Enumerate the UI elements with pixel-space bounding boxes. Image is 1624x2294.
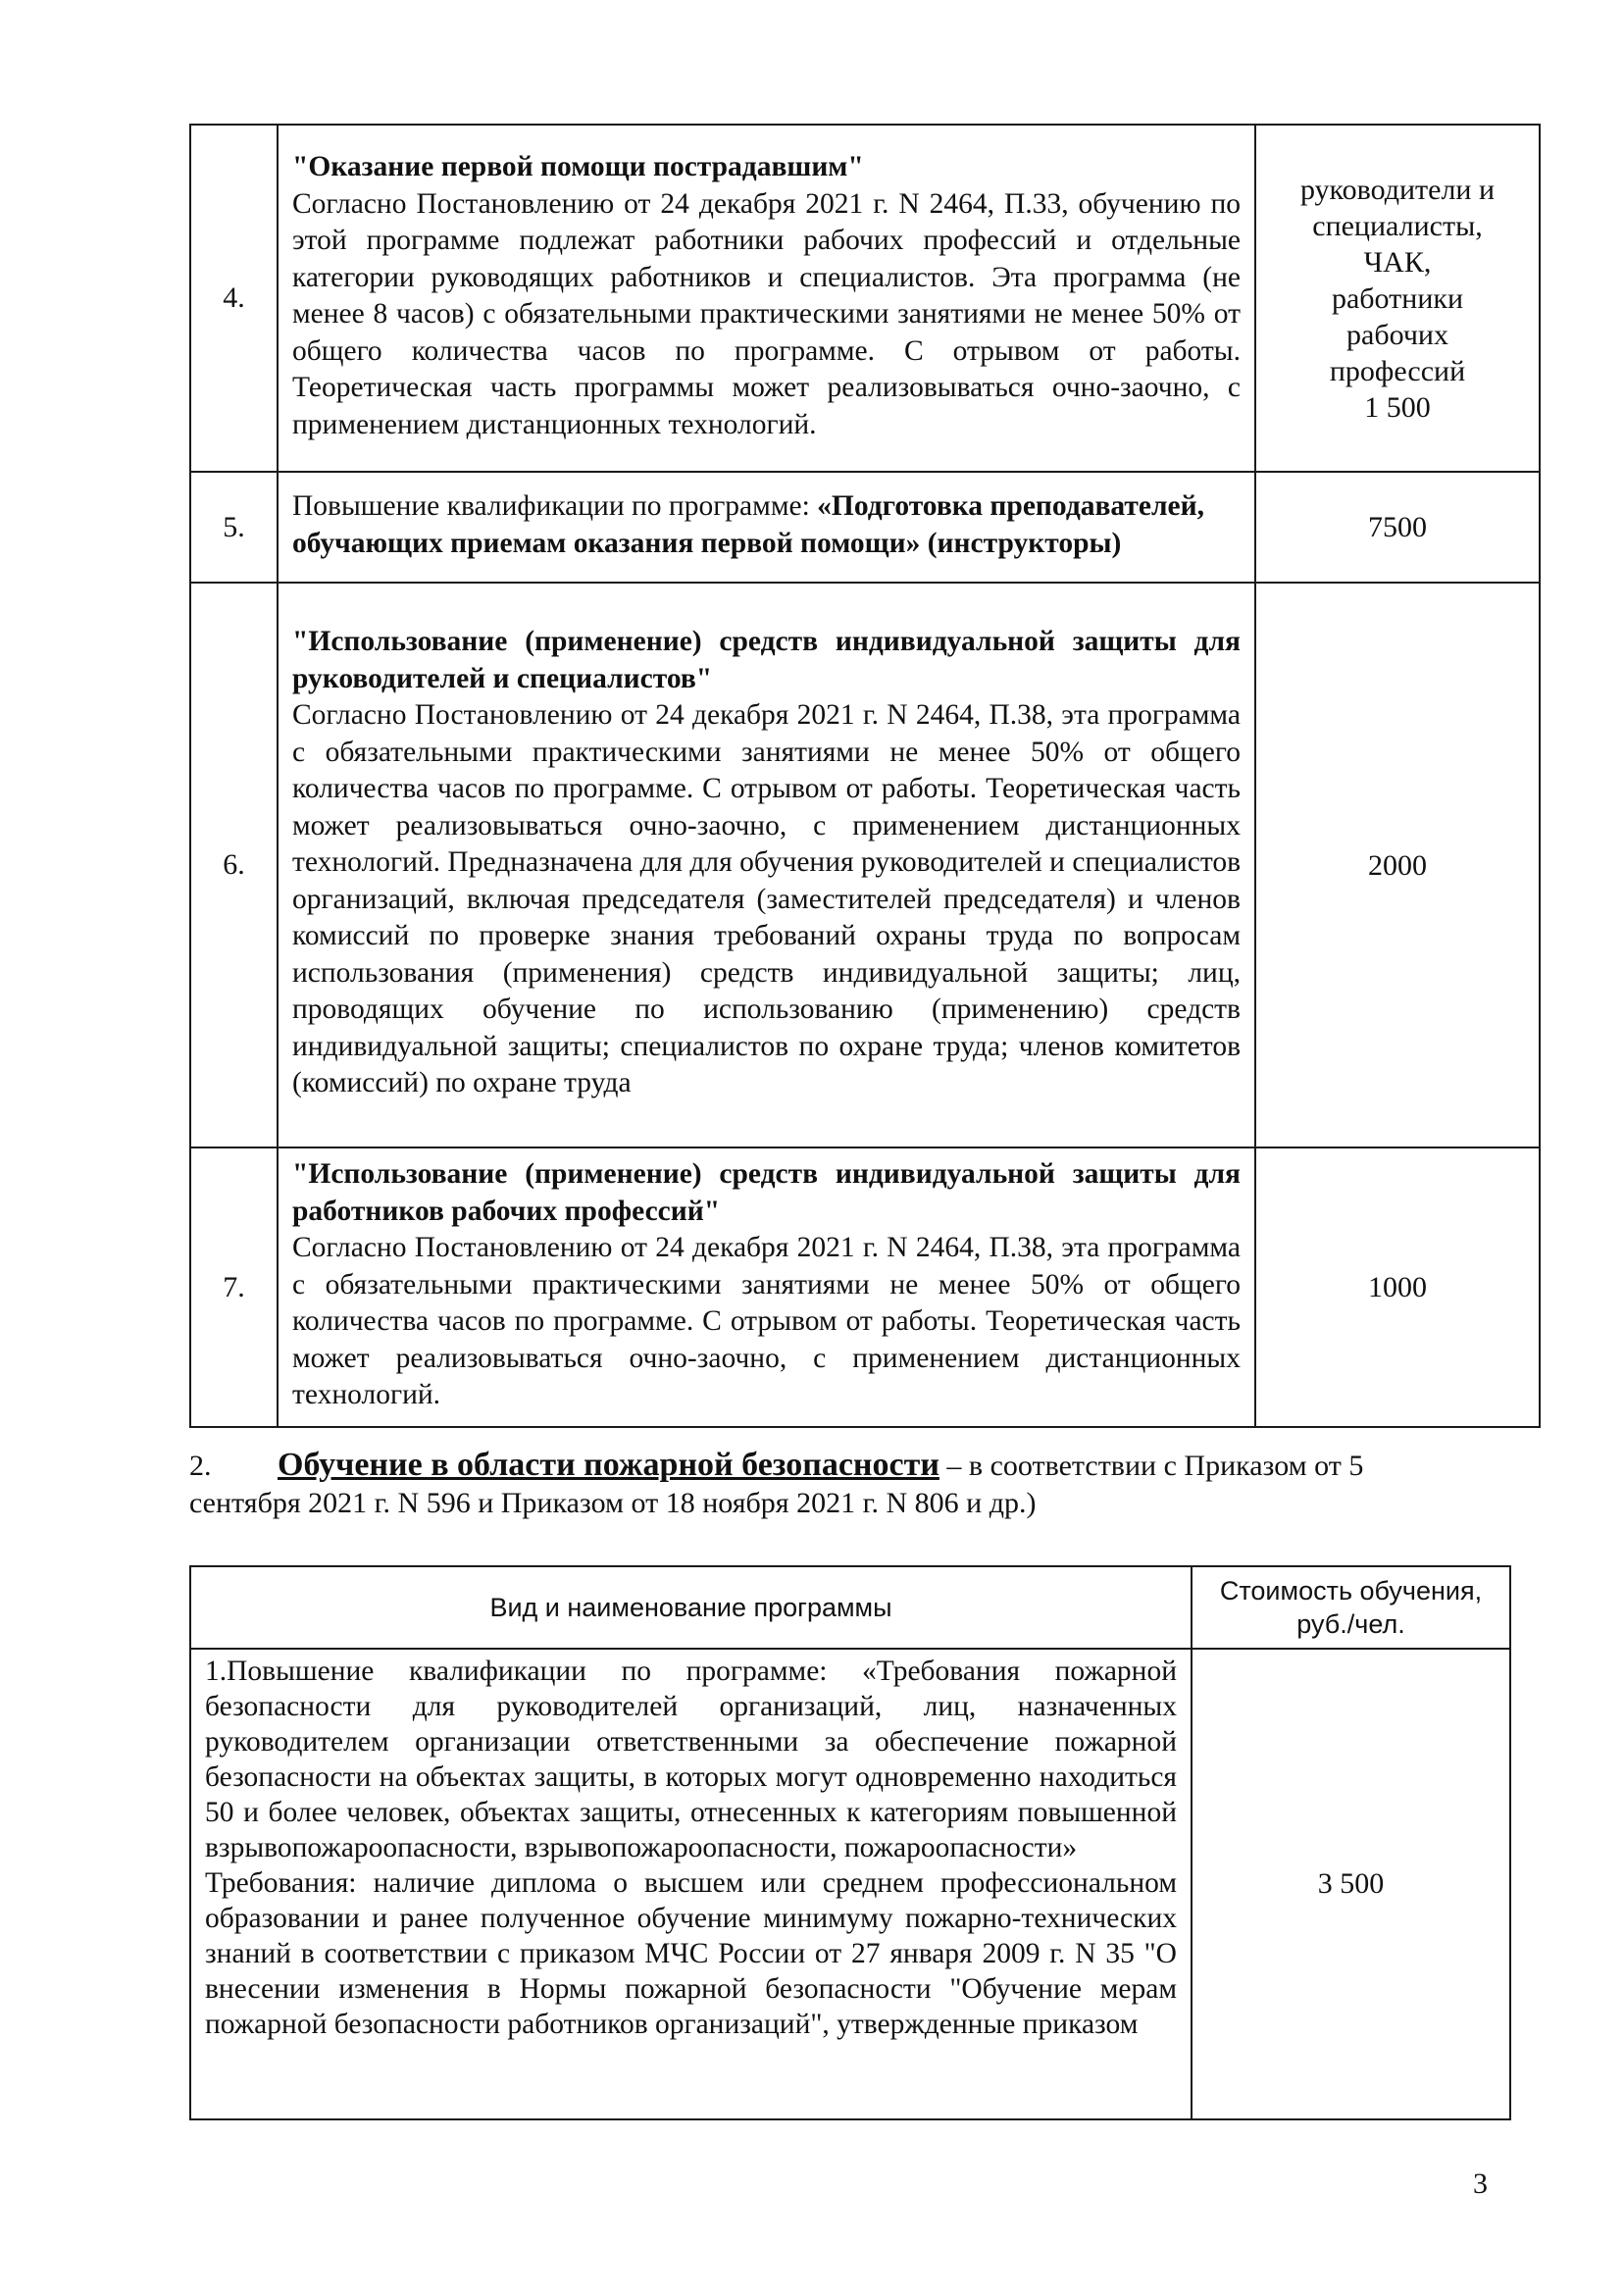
program-title: "Использование (применение) средств индивидуальной защиты для руководителей и специалистов" [292, 626, 1241, 694]
audience-line: рабочих [1346, 318, 1448, 351]
price: 1000 [1255, 1147, 1540, 1427]
table-row [190, 583, 1540, 1147]
table-row [190, 1649, 1510, 2119]
row-number: 7. [190, 1147, 278, 1427]
audience-cell [1255, 125, 1540, 472]
program-description [278, 472, 1255, 583]
section-subtitle: – в соответствии с Приказом от 5 сентября 2021 г. N 596 и Приказом от 18 ноября 2021 г. N 806 и др.) [189, 1450, 1364, 1519]
program-title: "Оказание первой помощи пострадавшим" [292, 151, 864, 182]
program-title: "Использование (применение) средств индивидуальной защиты для работников рабочих профессий" [292, 1158, 1241, 1227]
program-description [190, 1649, 1192, 2119]
audience-line: работники [1331, 281, 1464, 315]
audience-line: ЧАК, [1363, 245, 1432, 279]
program-body: Согласно Постановлению от 24 декабря 2021 г. N 2464, П.33, обучению по этой программе подлежат работники рабочих профессий и отдельные категории руководящих работников и специалистов. Эта программа (не менее 8 часов) с обязательными практическими занятиями не менее 50% от общего количества часов по программе. С отрывом от работы. Теоретическая часть программы может реализовываться очно-заочно, с применением дистанционных технологий. [292, 187, 1241, 440]
row-number: 5. [190, 472, 278, 583]
audience-line: профессий [1329, 354, 1466, 387]
table-row [190, 125, 1540, 472]
price: 1 500 [1364, 390, 1431, 424]
page-number: 3 [1473, 2167, 1488, 2200]
table-header-row [190, 1566, 1510, 1649]
price: 7500 [1255, 472, 1540, 583]
program-prefix: Повышение квалификации по программе: [292, 490, 818, 522]
program-body: Согласно Постановлению от 24 декабря 2021 г. N 2464, П.38, эта программа с обязательными практическими занятиями не менее 50% от общего количества часов по программе. С отрывом от работы. Теоретическая часть может реализовываться очно-заочно, с применением дистанционных технологий. [292, 1232, 1241, 1411]
fire-safety-programs-table [189, 1565, 1511, 2120]
row-number: 6. [190, 583, 278, 1147]
section-title: Обучение в области пожарной безопасности [278, 1447, 939, 1483]
program-text: 1.Повышение квалификации по программе: «Требования пожарной безопасности для руководителей организаций, лиц, назначенных руководителем организации ответственными за обеспечение пожарной безопасности на объектах защиты, в которых могут одновременно находиться 50 и более человек, объектах защиты, отнесенных к категориям повышенной взрывопожароопасности, взрывопожароопасности, пожароопасности» [205, 1656, 1177, 1863]
row-number: 4. [190, 125, 278, 472]
section-number: 2. [189, 1450, 212, 1482]
program-description [278, 125, 1255, 472]
price: 3 500 [1192, 1649, 1510, 2119]
table-row [190, 1147, 1540, 1427]
column-header-cost: Стоимость обучения, руб./чел. [1192, 1566, 1510, 1649]
audience-line: руководители и [1299, 173, 1496, 206]
training-programs-table [189, 124, 1541, 1428]
program-description [278, 583, 1255, 1147]
audience-line: специалисты, [1312, 209, 1483, 242]
program-title: «Подготовка преподавателей, обучающих приемам оказания первой помощи» (инструкторы) [292, 490, 1205, 559]
program-description [278, 1147, 1255, 1427]
program-requirements: Требования: наличие диплома о высшем или среднем профессиональном образовании и ранее полученное обучение минимуму пожарно-технических знаний в соответствии с приказом МЧС России от 27 января 2009 г. N 35 "О внесении изменения в Нормы пожарной безопасности "Обучение мерам пожарной безопасности работников организаций", утвержденные приказом [205, 1867, 1177, 2040]
section-heading [189, 1447, 1464, 1522]
price: 2000 [1255, 583, 1540, 1147]
program-body: Согласно Постановлению от 24 декабря 2021 г. N 2464, П.38, эта программа с обязательными практическими занятиями не менее 50% от общего количества часов по программе. С отрывом от работы. Теоретическая часть может реализовываться очно-заочно, с применением дистанционных технологий. Предназначена для для обучения руководителей и специалистов организаций, включая председателя (заместителей председателя) и членов комиссий по проверке знания требований охраны труда по вопросам использования (применения) средств индивидуальной защиты; лиц, проводящих обучение по использованию (применению) средств индивидуальной защиты; специалистов по охране труда; членов комитетов (комиссий) по охране труда [292, 699, 1241, 1099]
table-row [190, 472, 1540, 583]
column-header-program: Вид и наименование программы [190, 1566, 1192, 1649]
